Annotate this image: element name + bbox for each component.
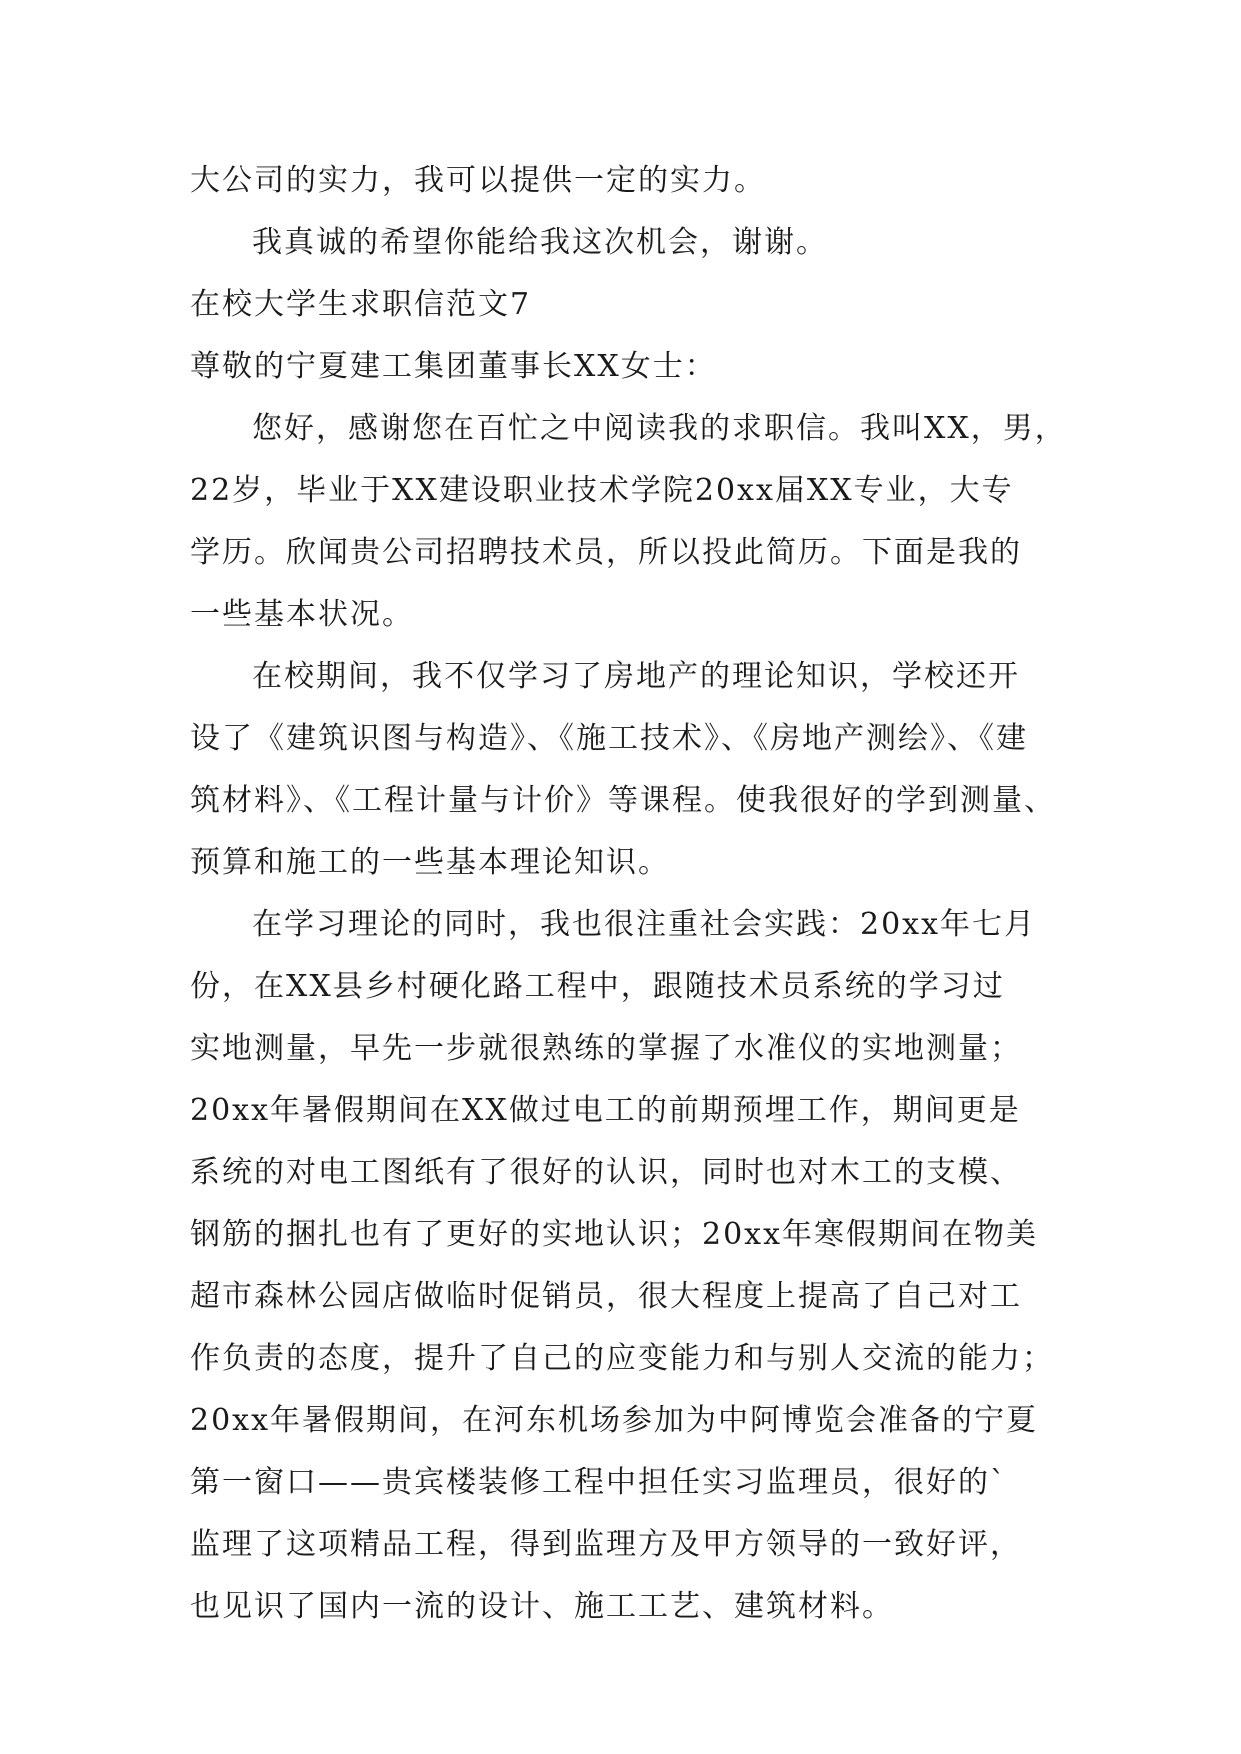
- text-line: 系统的对电工图纸有了很好的认识，同时也对木工的支模、: [190, 1155, 1022, 1190]
- text-line: 在校期间，我不仅学习了房地产的理论知识，学校还开: [252, 659, 1020, 694]
- salutation: 尊敬的宁夏建工集团董事长XX女士：: [190, 349, 717, 384]
- text-line: 20xx年暑假期间，在河东机场参加为中阿博览会准备的宁夏: [190, 1403, 1039, 1438]
- text-line: 预算和施工的一些基本理论知识。: [190, 845, 670, 880]
- text-line: 您好，感谢您在百忙之中阅读我的求职信。我叫XX，男，: [252, 411, 1067, 446]
- text-line: 一些基本状况。: [190, 597, 414, 632]
- text-line: 实地测量，早先一步就很熟练的掌握了水准仪的实地测量；: [190, 1031, 1022, 1066]
- text-line: 我真诚的希望你能给我这次机会，谢谢。: [252, 225, 828, 260]
- text-line: 监理了这项精品工程，得到监理方及甲方领导的一致好评，: [190, 1527, 1022, 1562]
- text-line: 学历。欣闻贵公司招聘技术员，所以投此简历。下面是我的: [190, 535, 1022, 570]
- text-line: 第一窗口——贵宾楼装修工程中担任实习监理员，很好的`: [190, 1465, 1007, 1500]
- text-line: 也见识了国内一流的设计、施工工艺、建筑材料。: [190, 1589, 894, 1624]
- text-line: 20xx年暑假期间在XX做过电工的前期预埋工作，期间更是: [190, 1093, 1021, 1128]
- text-line: 钢筋的捆扎也有了更好的实地认识；20xx年寒假期间在物美: [190, 1217, 1039, 1252]
- section-title: 在校大学生求职信范文7: [190, 287, 532, 322]
- text-line: 22岁，毕业于XX建设职业技术学院20xx届XX专业，大专: [190, 473, 1014, 508]
- text-line: 大公司的实力，我可以提供一定的实力。: [190, 163, 766, 198]
- text-line: 设了《建筑识图与构造》、《施工技术》、《房地产测绘》、《建: [190, 721, 1028, 756]
- text-line: 作负责的态度，提升了自己的应变能力和与别人交流的能力；: [190, 1341, 1054, 1376]
- text-line: 份，在XX县乡村硬化路工程中，跟随技术员系统的学习过: [190, 969, 1005, 1004]
- text-line: 筑材料》、《工程计量与计价》等课程。使我很好的学到测量、: [190, 783, 1056, 818]
- text-line: 超市森林公园店做临时促销员，很大程度上提高了自己对工: [190, 1279, 1022, 1314]
- text-line: 在学习理论的同时，我也很注重社会实践：20xx年七月: [252, 907, 1037, 942]
